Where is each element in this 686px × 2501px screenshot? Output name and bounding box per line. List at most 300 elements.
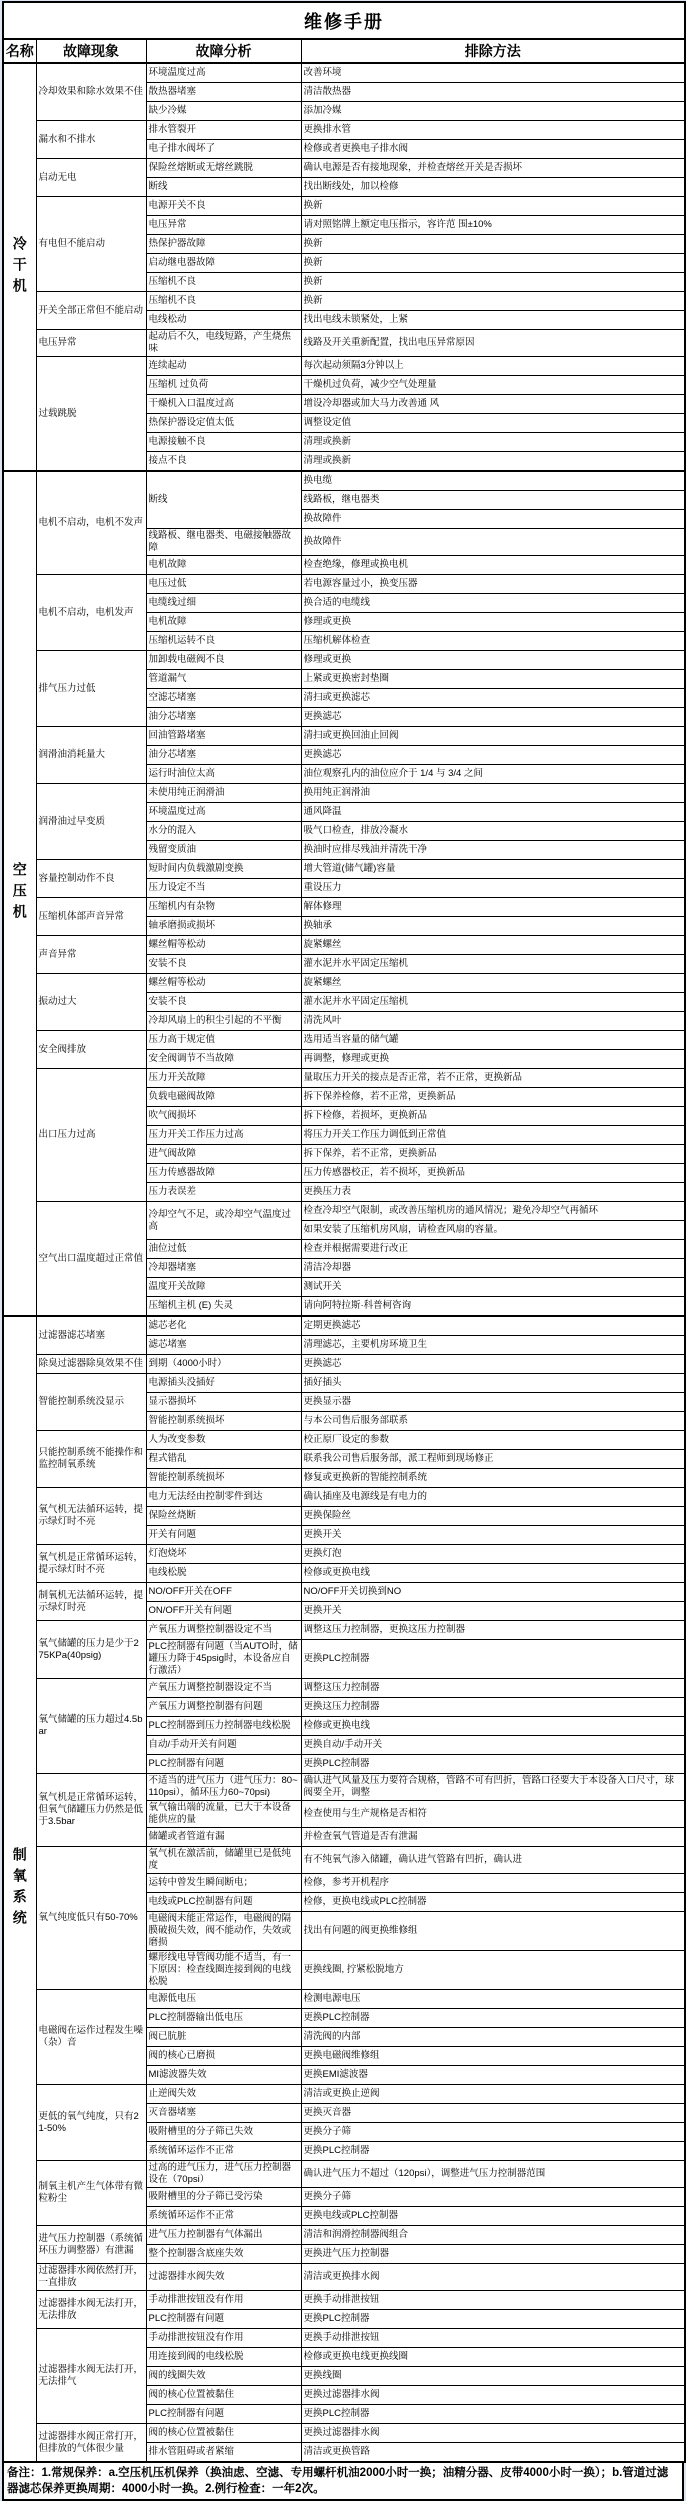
maintenance-manual-table	[2, 1, 686, 2463]
remedy-cell: 与本公司售后服务部联系	[301, 1412, 685, 1431]
phenomenon-cell: 氧气储罐的压力是少于275KPa(40psig)	[36, 1621, 146, 1679]
phenomenon-cell: 氧气储罐的压力超过4.5bar	[36, 1679, 146, 1774]
analysis-cell: 电源插头没插好	[146, 1374, 301, 1393]
analysis-cell: 螺丝帽等松动	[146, 936, 301, 955]
analysis-cell: 系统循环运作不正常	[146, 2207, 301, 2226]
fault-row	[3, 159, 685, 178]
phenomenon-cell: 过滤器排水阀无法打开，无法排气	[36, 2329, 146, 2424]
analysis-cell: 灭音器堵塞	[146, 2104, 301, 2123]
remedy-cell: 更换显示器	[301, 1393, 685, 1412]
remedy-cell: 清洁或更换管路	[301, 2443, 685, 2463]
analysis-cell: 开关有问题	[146, 1526, 301, 1545]
phenomenon-cell: 过滤器排水阀依然打开，一直排放	[36, 2264, 146, 2291]
remedy-cell: 上紧或更换密封垫圈	[301, 670, 685, 689]
remedy-cell: 更换PLC控制器	[301, 2405, 685, 2424]
analysis-cell: PLC控制器有问题	[146, 2405, 301, 2424]
analysis-cell: 压力高于规定值	[146, 1031, 301, 1050]
remedy-cell: 更换线圈	[301, 2367, 685, 2386]
remedy-cell: 线路板，继电器类	[301, 491, 685, 510]
phenomenon-cell: 除臭过滤器除臭效果不佳	[36, 1355, 146, 1374]
fault-row	[3, 2085, 685, 2104]
analysis-cell: 进气阀故障	[146, 1145, 301, 1164]
phenomenon-cell: 过载跳脱	[36, 357, 146, 472]
remedy-cell: 换新	[301, 273, 685, 292]
remedy-cell: 拆下保养检修，若不正常，更换新品	[301, 1088, 685, 1107]
analysis-cell: 管道漏气	[146, 670, 301, 689]
remedy-cell: 检修或者更换电子排水阀	[301, 140, 685, 159]
analysis-cell: 产氧压力调整控制器设定不当	[146, 1621, 301, 1640]
analysis-cell: 灯泡烧坏	[146, 1545, 301, 1564]
remedy-cell: 检修或更换电线	[301, 1717, 685, 1736]
analysis-cell: 螺形线电导管阀功能不适当，有一下原因：检查线圈连接到阀的电线松脱	[146, 1951, 301, 1990]
fault-row	[3, 860, 685, 879]
fault-row	[3, 2161, 685, 2188]
remedy-cell: 清扫或更换回油止回阀	[301, 727, 685, 746]
remedy-cell: 检修或更换电线更换线圈	[301, 2348, 685, 2367]
remedy-cell: 更换进气压力控制器	[301, 2245, 685, 2264]
remedy-cell: 增大管道(储气罐)容量	[301, 860, 685, 879]
analysis-cell: 压力表误差	[146, 1183, 301, 1202]
analysis-cell: 螺丝帽等松动	[146, 974, 301, 993]
remedy-cell: 检测电源电压	[301, 1990, 685, 2009]
fault-row	[3, 1431, 685, 1450]
analysis-cell: 断线	[146, 471, 301, 529]
analysis-cell: 阀的线圈失效	[146, 2367, 301, 2386]
analysis-cell: 保险丝烧断	[146, 1507, 301, 1526]
analysis-cell: 电线松动	[146, 311, 301, 330]
fault-row	[3, 974, 685, 993]
analysis-cell: 电磁阀未能正常运作，电磁阀的隔膜破损失效，阀不能动作，失效或磨损	[146, 1912, 301, 1951]
fault-row	[3, 1355, 685, 1374]
remedy-cell: 更换保险丝	[301, 1507, 685, 1526]
phenomenon-cell: 制氧机无法循环运转，提示绿灯时亮	[36, 1583, 146, 1621]
phenomenon-cell: 电机不启动，电机不发声	[36, 471, 146, 575]
remedy-cell: 清洁和润滑控制器阀组合	[301, 2226, 685, 2245]
fault-row	[3, 1583, 685, 1602]
analysis-cell: 负载电磁阀故障	[146, 1088, 301, 1107]
analysis-cell: 断线	[146, 178, 301, 197]
remedy-cell: 更换排水管	[301, 121, 685, 140]
remedy-cell: 更换PLC控制器	[301, 1640, 685, 1679]
remedy-cell: 清洗阀的内部	[301, 2028, 685, 2047]
remedy-cell: 更换线圈, 拧紧松脱地方	[301, 1951, 685, 1990]
analysis-cell: 压力开关工作压力过高	[146, 1126, 301, 1145]
analysis-cell: 到期（4000小时）	[146, 1355, 301, 1374]
analysis-cell: 过滤器排水阀失效	[146, 2264, 301, 2291]
analysis-cell: 智能控制系统损坏	[146, 1412, 301, 1431]
analysis-cell: 滤芯老化	[146, 1316, 301, 1336]
remedy-cell: 校正原厂设定的参数	[301, 1431, 685, 1450]
section-name-cell: 制氧系统	[3, 1316, 36, 2462]
analysis-cell: 吸附槽里的分子筛已失效	[146, 2123, 301, 2142]
fault-row	[3, 1679, 685, 1698]
remedy-cell: 换故障件	[301, 510, 685, 529]
analysis-cell: 电源低电压	[146, 1990, 301, 2009]
remedy-cell: 如果安装了压缩机房风扇，请检查风扇的容量。	[301, 1221, 685, 1240]
analysis-cell: 运转中曾发生瞬间断电；	[146, 1874, 301, 1893]
analysis-cell: 油分芯堵塞	[146, 708, 301, 727]
remedy-cell: 清洁冷却器	[301, 1259, 685, 1278]
analysis-cell: 压力传感器故障	[146, 1164, 301, 1183]
fault-row	[3, 1545, 685, 1564]
remedy-cell: 清洁散热器	[301, 83, 685, 102]
section-name-cell: 冷干机	[3, 63, 36, 471]
analysis-cell: 阀已肮脏	[146, 2028, 301, 2047]
fault-row	[3, 471, 685, 491]
analysis-cell: 安全阀调节不当故障	[146, 1050, 301, 1069]
column-header-analysis: 故障分析	[146, 39, 301, 63]
fault-row	[3, 575, 685, 594]
remedy-cell: 联系我公司售后服务部，派工程师到现场修正	[301, 1450, 685, 1469]
remedy-cell: 更换自动/手动开关	[301, 1736, 685, 1755]
remedy-cell: 更换过滤器排水阀	[301, 2386, 685, 2405]
analysis-cell: 连续起动	[146, 357, 301, 376]
analysis-cell: 空滤芯堵塞	[146, 689, 301, 708]
remedy-cell: 更换手动排泄按钮	[301, 2291, 685, 2310]
remedy-cell: 换新	[301, 254, 685, 273]
remedy-cell: 检修，参考开机程序	[301, 1874, 685, 1893]
remedy-cell: 修理或更换	[301, 651, 685, 670]
remedy-cell: 请向阿特拉斯·科普柯咨询	[301, 1297, 685, 1317]
remedy-cell: 若电源容量过小，换变压器	[301, 575, 685, 594]
phenomenon-cell: 电机不启动，电机发声	[36, 575, 146, 651]
phenomenon-cell: 进气压力控制器（系统循环压力调整器）有泄漏	[36, 2226, 146, 2264]
remedy-cell: 换新	[301, 292, 685, 311]
remedy-cell: 每次起动须隔3分钟以上	[301, 357, 685, 376]
remedy-cell: 重设压力	[301, 879, 685, 898]
analysis-cell: 产氧压力调整控制器有问题	[146, 1698, 301, 1717]
analysis-cell: PLC控制器有问题	[146, 2310, 301, 2329]
phenomenon-cell: 氧气机无法循环运转，提示绿灯时不亮	[36, 1488, 146, 1545]
remedy-cell: 确认进气压力不超过（120psi），调整进气压力控制器范围	[301, 2161, 685, 2188]
analysis-cell: 电机故障	[146, 556, 301, 575]
phenomenon-cell: 振动过大	[36, 974, 146, 1031]
phenomenon-cell: 智能控制系统没显示	[36, 1374, 146, 1431]
remedy-cell: 换新	[301, 235, 685, 254]
analysis-cell: 电压过低	[146, 575, 301, 594]
fault-row	[3, 1031, 685, 1050]
remedy-cell: 调整设定值	[301, 414, 685, 433]
phenomenon-cell: 只能控制系统不能操作和监控制氧系统	[36, 1431, 146, 1488]
analysis-cell: PLC控制器输出低电压	[146, 2009, 301, 2028]
analysis-cell: 压缩机不良	[146, 273, 301, 292]
analysis-cell: 电线松脱	[146, 1564, 301, 1583]
remedy-cell: 换用纯正润滑油	[301, 784, 685, 803]
remedy-cell: 调整这压力控制器	[301, 1679, 685, 1698]
remedy-cell: 检修或更换电线	[301, 1564, 685, 1583]
analysis-cell: 热保护器故障	[146, 235, 301, 254]
remedy-cell: 确认电源是否有接地现象，并检查熔丝开关是否损坏	[301, 159, 685, 178]
remedy-cell: 找出有问题的阀更换维修组	[301, 1912, 685, 1951]
analysis-cell: 止逆阀失效	[146, 2085, 301, 2104]
remedy-cell: 找出断线处，加以检修	[301, 178, 685, 197]
analysis-cell: 电缆线过细	[146, 594, 301, 613]
analysis-cell: 保险丝熔断或无熔丝跳脱	[146, 159, 301, 178]
phenomenon-cell: 排气压力过低	[36, 651, 146, 727]
analysis-cell: 程式错乱	[146, 1450, 301, 1469]
analysis-cell: 电源接触不良	[146, 433, 301, 452]
remedy-cell: 更换压力表	[301, 1183, 685, 1202]
phenomenon-cell: 过滤器排水阀无法打开，无法排放	[36, 2291, 146, 2329]
analysis-cell: PLC控制器有问题（当AUTO时，储罐压力降于45psig时，本设备应自行激活）	[146, 1640, 301, 1679]
title-row	[3, 2, 685, 39]
analysis-cell: 冷却空气不足，或冷却空气温度过高	[146, 1202, 301, 1240]
remedy-cell: 压力传感器校正，若不损坏，更换新品	[301, 1164, 685, 1183]
remedy-cell: 换轴承	[301, 917, 685, 936]
remedy-cell: 压缩机解体检查	[301, 632, 685, 651]
analysis-cell: 排水管阻碍或者紧缩	[146, 2443, 301, 2463]
remedy-cell: 检查绝缘，修理或换电机	[301, 556, 685, 575]
remedy-cell: 修理或更换	[301, 613, 685, 632]
analysis-cell: 电力无法经由控制零件到达	[146, 1488, 301, 1507]
analysis-cell: 散热器堵塞	[146, 83, 301, 102]
phenomenon-cell: 开关全部正常但不能启动	[36, 292, 146, 330]
analysis-cell: 氧气输出端的流量，已大于本设备能供应的量	[146, 1801, 301, 1828]
phenomenon-cell: 氧气机是正常循环运转，提示绿灯时不亮	[36, 1545, 146, 1583]
fault-row	[3, 651, 685, 670]
remedy-cell: 确认进气风量及压力要符合规格，管路不可有凹折，管路口径要大于本设备入口尺寸，球阀要全开，调整	[301, 1774, 685, 1801]
analysis-cell: 压缩机运转不良	[146, 632, 301, 651]
analysis-cell: 电机故障	[146, 613, 301, 632]
phenomenon-cell: 冷却效果和除水效果不佳	[36, 63, 146, 121]
remedy-cell: 清洁或更换排水阀	[301, 2264, 685, 2291]
analysis-cell: 排水管裂开	[146, 121, 301, 140]
phenomenon-cell: 出口压力过高	[36, 1069, 146, 1202]
analysis-cell: 接点不良	[146, 452, 301, 472]
remedy-cell: 插好插头	[301, 1374, 685, 1393]
remedy-cell: 更换分子筛	[301, 2188, 685, 2207]
analysis-cell: ON/OFF开关有问题	[146, 1602, 301, 1621]
remedy-cell: 更换电磁阀维修组	[301, 2047, 685, 2066]
analysis-cell: 压缩机主机 (E) 失灵	[146, 1297, 301, 1317]
phenomenon-cell: 润滑油过早变质	[36, 784, 146, 860]
remedy-cell: 增设冷却器或加大马力改善通 风	[301, 395, 685, 414]
remedy-cell: 灌水泥并水平固定压缩机	[301, 955, 685, 974]
analysis-cell: 热保护器设定值太低	[146, 414, 301, 433]
remedy-cell: 更换PLC控制器	[301, 2009, 685, 2028]
page-title: 维修手册	[3, 2, 685, 39]
phenomenon-cell: 氧气机是正常循环运转，但氧气储罐压力仍然是低于3.5bar	[36, 1774, 146, 1847]
remedy-cell: 清洗风叶	[301, 1012, 685, 1031]
remedy-cell: 更换滤芯	[301, 708, 685, 727]
remedy-cell: 修复或更换新的智能控制系统	[301, 1469, 685, 1488]
remedy-cell: 通风降温	[301, 803, 685, 822]
fault-row	[3, 898, 685, 917]
fault-row	[3, 1774, 685, 1801]
analysis-cell: 运行时油位太高	[146, 765, 301, 784]
remedy-cell: 换电缆	[301, 471, 685, 491]
analysis-cell: PLC控制器到压力控制器电线松脱	[146, 1717, 301, 1736]
phenomenon-cell: 声音异常	[36, 936, 146, 974]
remedy-cell: 旋紧螺丝	[301, 936, 685, 955]
analysis-cell: 手动排泄按钮没有作用	[146, 2291, 301, 2310]
fault-row	[3, 1069, 685, 1088]
remedy-cell: 检查冷却空气限制，或改善压缩机房的通风情况；避免冷却空气再循环	[301, 1202, 685, 1221]
remedy-cell: 改善环境	[301, 63, 685, 83]
phenomenon-cell: 润滑油消耗量大	[36, 727, 146, 784]
column-header-remedy: 排除方法	[301, 39, 685, 63]
phenomenon-cell: 漏水和不排水	[36, 121, 146, 159]
fault-row	[3, 1990, 685, 2009]
remedy-cell: 更换电线或PLC控制器	[301, 2207, 685, 2226]
fault-row	[3, 1316, 685, 1336]
analysis-cell: 进气压力控制器有气体漏出	[146, 2226, 301, 2245]
remedy-cell: 检查使用与生产规格是否相符	[301, 1801, 685, 1828]
fault-row	[3, 727, 685, 746]
phenomenon-cell: 有电但不能启动	[36, 197, 146, 292]
remedy-cell: 更换开关	[301, 1526, 685, 1545]
analysis-cell: 冷却器堵塞	[146, 1259, 301, 1278]
analysis-cell: 氧气机在激活前，储罐里已是低纯度	[146, 1847, 301, 1874]
analysis-cell: 安装不良	[146, 955, 301, 974]
analysis-cell: 阀的核心位置被黏住	[146, 2424, 301, 2443]
analysis-cell: MI滤波器失效	[146, 2066, 301, 2085]
remedy-cell: 找出电线未锁紧处，上紧	[301, 311, 685, 330]
analysis-cell: 油位过低	[146, 1240, 301, 1259]
analysis-cell: PLC控制器有问题	[146, 1755, 301, 1774]
analysis-cell: 短时间内负载激剧变换	[146, 860, 301, 879]
remedy-cell: 拆下保养，若不正常，更换新品	[301, 1145, 685, 1164]
remedy-cell: 再调整，修理或更换	[301, 1050, 685, 1069]
analysis-cell: 安装不良	[146, 993, 301, 1012]
remedy-cell: 有不纯氧气渗入储罐，确认进气管路有凹折，确认进	[301, 1847, 685, 1874]
analysis-cell: 加卸载电磁阀不良	[146, 651, 301, 670]
analysis-cell: 残留变质油	[146, 841, 301, 860]
phenomenon-cell: 安全阀排放	[36, 1031, 146, 1069]
analysis-cell: 滤芯堵塞	[146, 1336, 301, 1355]
analysis-cell: 未使用纯正润滑油	[146, 784, 301, 803]
footer-note: 备注：1.常规保养：a.空压机压机保养（换油虑、空滤、专用螺杆机油2000小时一换；油精分器、皮带4000小时一换）；b.管道过滤器滤芯保养更换周期：4000小时一换。2.例行检查：一年2次。	[2, 2463, 684, 2501]
analysis-cell: 产氧压力调整控制器设定不当	[146, 1679, 301, 1698]
fault-row	[3, 121, 685, 140]
remedy-cell: 解体修理	[301, 898, 685, 917]
fault-row	[3, 63, 685, 83]
analysis-cell: 启动继电器故障	[146, 254, 301, 273]
analysis-cell: 用连接到阀的电线松脱	[146, 2348, 301, 2367]
manual-table-body	[3, 63, 685, 2462]
remedy-cell: 更换灭音器	[301, 2104, 685, 2123]
analysis-cell: 显示器损坏	[146, 1393, 301, 1412]
fault-row	[3, 1202, 685, 1221]
fault-row	[3, 1374, 685, 1393]
remedy-cell: 清扫或更换滤芯	[301, 689, 685, 708]
phenomenon-cell: 压缩机体部声音异常	[36, 898, 146, 936]
analysis-cell: 压缩机内有杂物	[146, 898, 301, 917]
analysis-cell: 轴承磨损或损坏	[146, 917, 301, 936]
fault-row	[3, 330, 685, 357]
fault-row	[3, 292, 685, 311]
fault-row	[3, 2226, 685, 2245]
remedy-cell: 清理滤芯，主要机房环境卫生	[301, 1336, 685, 1355]
remedy-cell: 更换EMI滤波器	[301, 2066, 685, 2085]
analysis-cell: 自动/手动开关有问题	[146, 1736, 301, 1755]
remedy-cell: 拆下检修，若损坏，更换新品	[301, 1107, 685, 1126]
fault-row	[3, 2291, 685, 2310]
fault-row	[3, 2264, 685, 2291]
analysis-cell: 智能控制系统损坏	[146, 1469, 301, 1488]
remedy-cell: 灌水泥并水平固定压缩机	[301, 993, 685, 1012]
remedy-cell: 更换PLC控制器	[301, 2310, 685, 2329]
remedy-cell: 干燥机过负荷，减少空气处理量	[301, 376, 685, 395]
remedy-cell: 将压力开关工作压力调低到正常值	[301, 1126, 685, 1145]
remedy-cell: 调整这压力控制器，更换这压力控制器	[301, 1621, 685, 1640]
remedy-cell: 并检查氧气管道是否有泄漏	[301, 1828, 685, 1847]
fault-row	[3, 197, 685, 216]
remedy-cell: 定期更换滤芯	[301, 1316, 685, 1336]
remedy-cell: 更换开关	[301, 1602, 685, 1621]
remedy-cell: 更换滤芯	[301, 1355, 685, 1374]
remedy-cell: 清理或换新	[301, 433, 685, 452]
analysis-cell: 环境温度过高	[146, 63, 301, 83]
analysis-cell: 阀的核心位置被黏住	[146, 2386, 301, 2405]
remedy-cell: 更换分子筛	[301, 2123, 685, 2142]
analysis-cell: 电源开关不良	[146, 197, 301, 216]
section-name-cell: 空压机	[3, 471, 36, 1316]
remedy-cell: 换合适的电缆线	[301, 594, 685, 613]
analysis-cell: 储罐或者管道有漏	[146, 1828, 301, 1847]
analysis-cell: 压力开关故障	[146, 1069, 301, 1088]
analysis-cell: 温度开关故障	[146, 1278, 301, 1297]
remedy-cell: 线路及开关重新配置，找出电压异常原因	[301, 330, 685, 357]
fault-row	[3, 1847, 685, 1874]
analysis-cell: 系统循环运作不正常	[146, 2142, 301, 2161]
analysis-cell: 干燥机入口温度过高	[146, 395, 301, 414]
phenomenon-cell: 空气出口温度超过正常值	[36, 1202, 146, 1317]
remedy-cell: 请对照铭牌上额定电压指示，容许范 围±10%	[301, 216, 685, 235]
remedy-cell: 更换滤芯	[301, 746, 685, 765]
remedy-cell: 选用适当容量的储气罐	[301, 1031, 685, 1050]
fault-row	[3, 2329, 685, 2348]
remedy-cell: 清理或换新	[301, 452, 685, 472]
analysis-cell: 不适当的进气压力（进气压力：80~110psi），循环压力60~70psi)	[146, 1774, 301, 1801]
remedy-cell: 测试开关	[301, 1278, 685, 1297]
remedy-cell: 检修，更换电线或PLC控制器	[301, 1893, 685, 1912]
fault-row	[3, 784, 685, 803]
analysis-cell: 阀的核心已磨损	[146, 2047, 301, 2066]
fault-row	[3, 1488, 685, 1507]
analysis-cell: 吸附槽里的分子筛已受污染	[146, 2188, 301, 2207]
remedy-cell: 量取压力开关的接点是否正常，若不正常，更换新品	[301, 1069, 685, 1088]
phenomenon-cell: 氧气纯度低只有50-70%	[36, 1847, 146, 1990]
remedy-cell: 更换过滤器排水阀	[301, 2424, 685, 2443]
fault-row	[3, 357, 685, 376]
analysis-cell: 人为改变参数	[146, 1431, 301, 1450]
remedy-cell: 清洁或更换止逆阀	[301, 2085, 685, 2104]
column-header-phenomenon: 故障现象	[36, 39, 146, 63]
remedy-cell: 旋紧螺丝	[301, 974, 685, 993]
analysis-cell: 起动后不久，电线短路，产生烧焦味	[146, 330, 301, 357]
phenomenon-cell: 过滤器滤芯堵塞	[36, 1316, 146, 1355]
analysis-cell: 水分的混入	[146, 822, 301, 841]
analysis-cell: 油分芯堵塞	[146, 746, 301, 765]
analysis-cell: 电线或PLC控制器有问题	[146, 1893, 301, 1912]
remedy-cell: 添加冷媒	[301, 102, 685, 121]
remedy-cell: 更换手动排泄按钮	[301, 2329, 685, 2348]
analysis-cell: 手动排泄按钮没有作用	[146, 2329, 301, 2348]
analysis-cell: 回油管路堵塞	[146, 727, 301, 746]
analysis-cell: 吹气阀损坏	[146, 1107, 301, 1126]
remedy-cell: 油位观察孔内的油位应介于 1/4 与 3/4 之间	[301, 765, 685, 784]
analysis-cell: 压缩机不良	[146, 292, 301, 311]
remedy-cell: 确认插座及电源线是有电力的	[301, 1488, 685, 1507]
phenomenon-cell: 容量控制动作不良	[36, 860, 146, 898]
remedy-cell: 换新	[301, 197, 685, 216]
fault-row	[3, 936, 685, 955]
phenomenon-cell: 更低的氧气纯度，只有21-50%	[36, 2085, 146, 2161]
remedy-cell: 更换这压力控制器	[301, 1698, 685, 1717]
analysis-cell: 电子排水阀坏了	[146, 140, 301, 159]
analysis-cell: 电压异常	[146, 216, 301, 235]
